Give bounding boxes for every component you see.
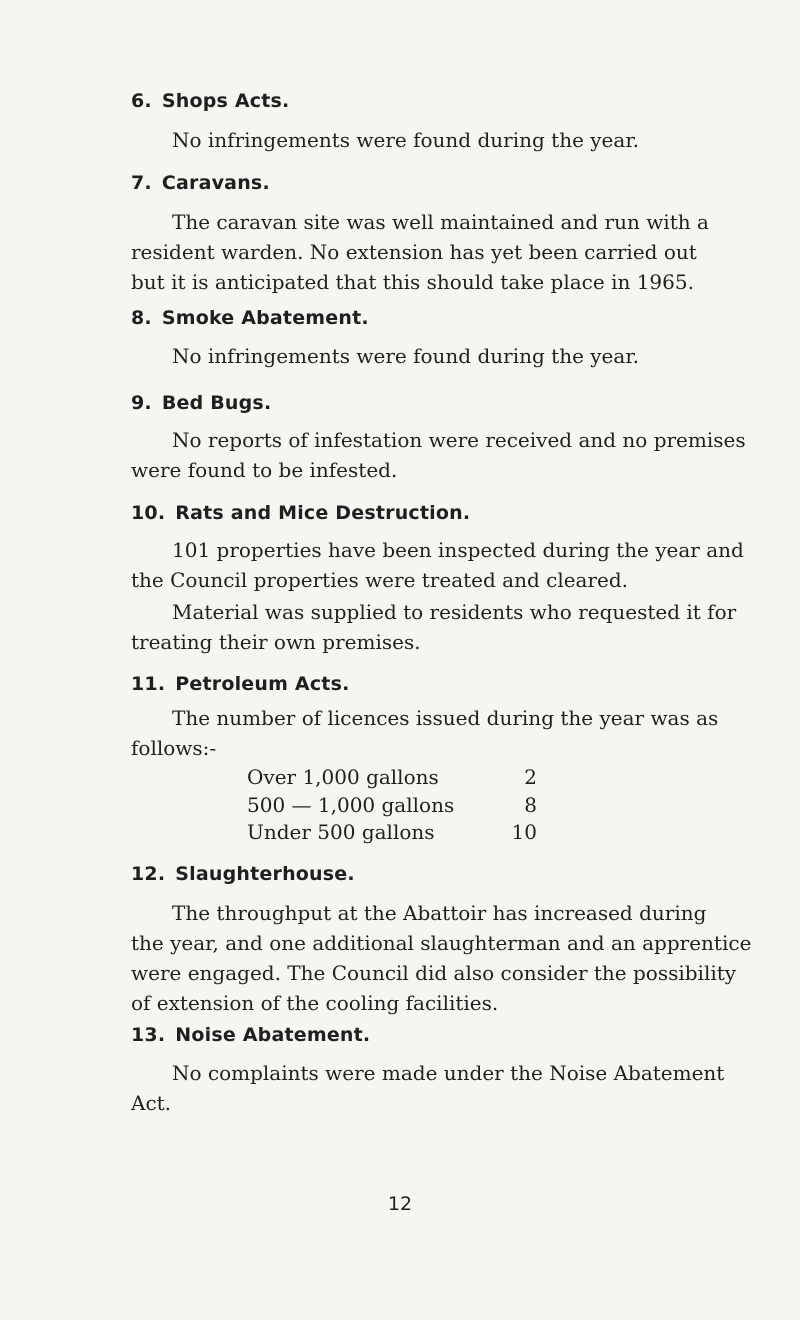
section-number: 12. bbox=[131, 863, 166, 885]
paragraph-rats-and-mice-1 bbox=[131, 535, 744, 595]
section-title: Caravans. bbox=[161, 172, 270, 194]
paragraph-rats-and-mice-2 bbox=[131, 597, 737, 657]
section-heading-slaughterhouse bbox=[131, 863, 355, 885]
text-line: but it is anticipated that this should take place in 1965. bbox=[131, 270, 694, 294]
text-line: of extension of the cooling facilities. bbox=[131, 991, 499, 1015]
paragraph-slaughterhouse bbox=[131, 898, 752, 1018]
paragraph-bed-bugs bbox=[131, 425, 746, 485]
section-heading-shops-acts bbox=[131, 90, 289, 112]
licence-count: 8 bbox=[524, 793, 537, 817]
text-line: No reports of infestation were received and no premises bbox=[172, 428, 746, 452]
paragraph-shops-acts bbox=[131, 125, 712, 155]
section-title: Rats and Mice Destruction. bbox=[175, 502, 471, 524]
section-number: 9. bbox=[131, 392, 152, 414]
licence-count: 10 bbox=[511, 820, 537, 844]
paragraph-petroleum-acts bbox=[131, 703, 719, 763]
paragraph-smoke-abatement bbox=[131, 341, 712, 371]
section-heading-smoke-abatement bbox=[131, 307, 369, 329]
text-line: follows:- bbox=[131, 736, 217, 760]
section-heading-noise-abatement bbox=[131, 1024, 370, 1046]
section-title: Petroleum Acts. bbox=[175, 673, 350, 695]
text-line: Act. bbox=[131, 1091, 172, 1115]
text-line: No complaints were made under the Noise Abatement bbox=[172, 1061, 725, 1085]
text-line: were found to be infested. bbox=[131, 458, 398, 482]
text-line: The throughput at the Abattoir has increased during bbox=[172, 901, 707, 925]
paragraph-caravans bbox=[131, 207, 712, 297]
text-line: treating their own premises. bbox=[131, 630, 421, 654]
page-number: 12 bbox=[387, 1193, 413, 1215]
text-line: Material was supplied to residents who requested it for bbox=[172, 600, 737, 624]
paragraph-noise-abatement bbox=[131, 1058, 725, 1118]
text-line: the Council properties were treated and cleared. bbox=[131, 568, 629, 592]
section-number: 13. bbox=[131, 1024, 166, 1046]
licence-count: 2 bbox=[524, 765, 537, 789]
section-number: 7. bbox=[131, 172, 152, 194]
section-heading-petroleum-acts bbox=[131, 673, 350, 695]
section-heading-bed-bugs bbox=[131, 392, 271, 414]
licence-description: Over 1,000 gallons bbox=[247, 765, 439, 789]
section-title: Shops Acts. bbox=[161, 90, 290, 112]
text-line: the year, and one additional slaughterman and an apprentice bbox=[131, 931, 752, 955]
section-number: 11. bbox=[131, 673, 166, 695]
section-title: Smoke Abatement. bbox=[161, 307, 369, 329]
section-number: 8. bbox=[131, 307, 152, 329]
section-number: 10. bbox=[131, 502, 166, 524]
section-heading-caravans bbox=[131, 172, 270, 194]
section-title: Bed Bugs. bbox=[161, 392, 272, 414]
text-line: resident warden. No extension has yet been carried out bbox=[131, 240, 697, 264]
licence-description: 500 — 1,000 gallons bbox=[247, 793, 455, 817]
text-line: The number of licences issued during the year was as bbox=[172, 706, 719, 730]
licence-description: Under 500 gallons bbox=[247, 820, 435, 844]
text-line: 101 properties have been inspected during the year and bbox=[172, 538, 744, 562]
text-line: The caravan site was well maintained and run with a bbox=[172, 210, 709, 234]
text-line: were engaged. The Council did also consider the possibility bbox=[131, 961, 737, 985]
section-title: Noise Abatement. bbox=[175, 1024, 371, 1046]
section-heading-rats-and-mice bbox=[131, 502, 470, 524]
section-title: Slaughterhouse. bbox=[175, 863, 355, 885]
text-line: No infringements were found during the year. bbox=[172, 344, 640, 368]
section-number: 6. bbox=[131, 90, 152, 112]
text-line: No infringements were found during the year. bbox=[172, 128, 640, 152]
